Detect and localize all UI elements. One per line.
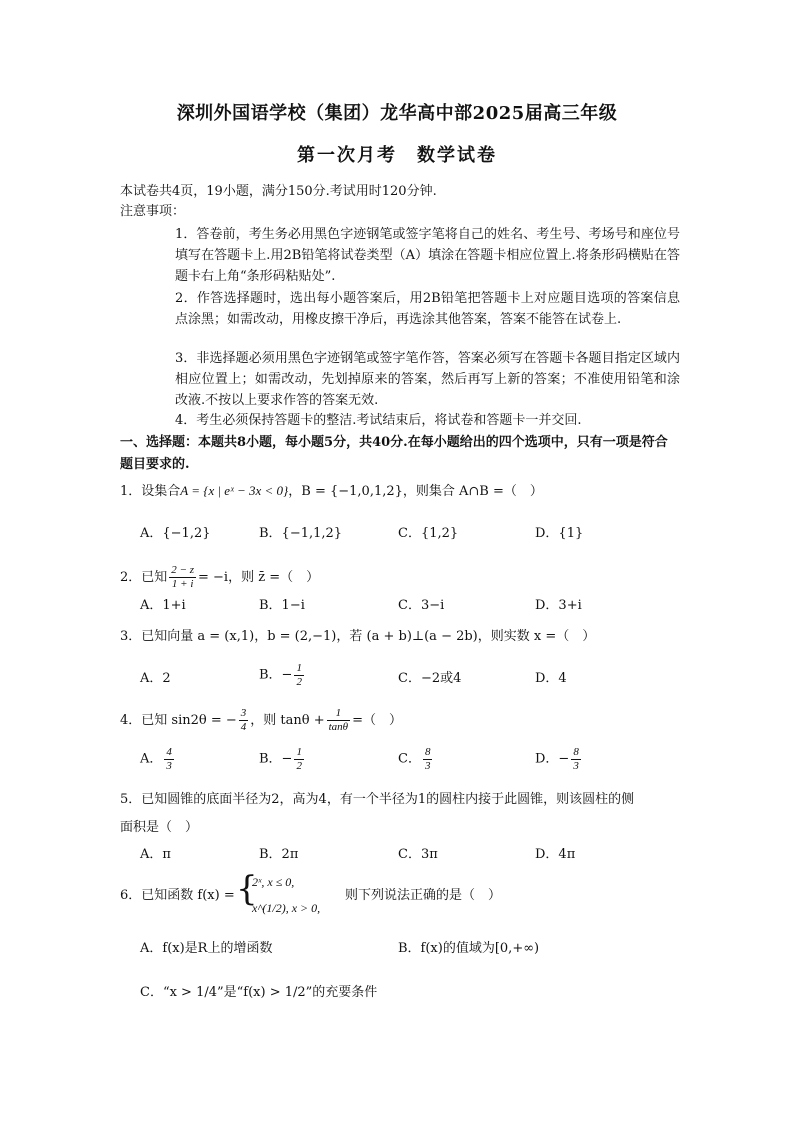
- question-4-stem: 4．已知 sin2θ = − $\frac{3}{4}$ ，则 tanθ + $\frac{1}{\tan\theta}$ =（ ）: [120, 707, 402, 733]
- question-6-case-2: x^(1/2), x > 0,: [252, 901, 321, 915]
- question-2-option-c: C．3−i: [398, 598, 445, 613]
- question-6-stem-a: 6．已知函数 f(x) =: [120, 888, 235, 903]
- question-4-option-b: B．− $\frac{1}{2}$: [259, 746, 302, 772]
- question-6-option-c: C．“x > 1/4”是“f(x) > 1/2”的充要条件: [140, 985, 378, 1000]
- question-5-option-d: D．4π: [535, 847, 576, 862]
- question-1-set-a: A = {x | eˣ − 3x < 0}: [180, 483, 289, 498]
- question-1-stem: 1．设集合A = {x | eˣ − 3x < 0}，B = {−1,0,1,2}，则集合 A∩B =（ ）: [120, 483, 543, 499]
- question-6-option-a: A．f(x)是R上的增函数: [140, 941, 273, 956]
- question-5-option-b: B．2π: [259, 847, 299, 862]
- question-2-option-d: D．3+i: [535, 598, 582, 613]
- question-3-option-b: B．− $\frac{1}{2}$: [259, 662, 302, 688]
- question-2-stem: 2．已知 $\frac{2 - z}{1 + i}$ = −i，则 z̄ =（ ）: [120, 564, 320, 590]
- exam-subtitle: 第一次月考 数学试卷: [297, 145, 497, 166]
- question-5-stem-line1: 5．已知圆锥的底面半径为2，高为4，有一个半径为1的圆柱内接于此圆锥，则该圆柱的侧: [120, 792, 635, 807]
- question-1-option-b: B．{−1,1,2}: [259, 526, 343, 541]
- question-2-fraction: $\frac{2 - z}{1 + i}$: [171, 564, 194, 590]
- exam-title: 深圳外国语学校（集团）龙华高中部2025届高三年级: [176, 103, 618, 124]
- question-2-option-a: A．1+i: [140, 598, 186, 613]
- question-5-stem-line2: 面积是（ ）: [120, 820, 199, 835]
- note-4: 4．考生必须保持答题卡的整洁.考试结束后，将试卷和答题卡一并交回.: [175, 413, 582, 428]
- question-5-option-a: A．π: [140, 847, 171, 862]
- question-2-option-b: B．1−i: [259, 598, 305, 613]
- piecewise-brace: {: [236, 869, 258, 909]
- question-4-option-d: D．− $\frac{8}{3}$: [535, 746, 579, 772]
- note-2: 2．作答选择题时，选出每小题答案后，用2B铅笔把答题卡上对应题目选项的答案信息点涂黑；如需改动，用橡皮擦干净后，再选涂其他答案，答案不能答在试卷上.: [175, 291, 680, 327]
- question-4-option-a: A． $\frac{4}{3}$: [140, 746, 172, 772]
- question-1-option-a: A．{−1,2}: [140, 526, 211, 541]
- question-6-stem-b: 则下列说法正确的是（ ）: [345, 888, 502, 903]
- question-1-option-d: D．{1}: [535, 526, 584, 541]
- question-1-option-c: C．{1,2}: [398, 526, 459, 541]
- question-5-option-c: C．3π: [398, 847, 438, 862]
- question-4-option-c: C． $\frac{8}{3}$: [398, 746, 431, 772]
- question-3-option-a: A．2: [140, 671, 171, 686]
- question-3-stem: 3．已知向量 a = (x,1)，b = (2,−1)，若 (a + b)⊥(a − 2b)，则实数 x =（ ）: [120, 629, 596, 644]
- question-6-case-1: 2ˣ, x ≤ 0,: [252, 875, 295, 889]
- exam-summary: 本试卷共4页，19小题，满分150分.考试用时120分钟.: [120, 184, 437, 199]
- note-3: 3．非选择题必须用黑色字迹钢笔或签字笔作答，答案必须写在答题卡各题目指定区域内相应位置上；如需改动，先划掉原来的答案，然后再写上新的答案；不准使用铅笔和涂改液.不按以上要求作答的答案无效.: [175, 351, 680, 408]
- note-1: 1．答卷前，考生务必用黑色字迹钢笔或签字笔将自己的姓名、考生号、考场号和座位号填写在答题卡上.用2B铅笔将试卷类型（A）填涂在答题卡相应位置上.将条形码横贴在答题卡右上角“条形码粘贴处”.: [175, 227, 680, 284]
- question-3-option-d: D．4: [535, 671, 567, 686]
- section-1-heading: 一、选择题：本题共8小题，每小题5分，共40分.在每小题给出的四个选项中，只有一项是符合题目要求的.: [120, 435, 668, 472]
- question-6-option-b: B．f(x)的值域为[0,+∞): [398, 941, 540, 956]
- question-3-option-c: C．−2或4: [398, 671, 462, 686]
- notes-heading: 注意事项：: [120, 204, 186, 219]
